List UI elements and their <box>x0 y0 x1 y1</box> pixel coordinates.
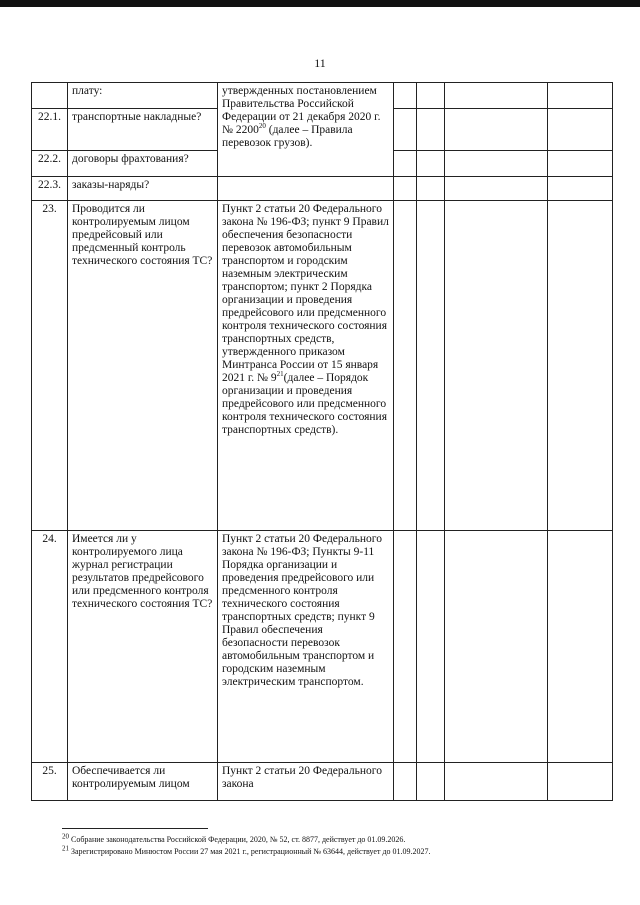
answer-yes-cell <box>394 83 417 109</box>
basis-cell: Пункт 2 статьи 20 Федерального закона № 196-ФЗ; Пункты 9-11 Порядка организации и проведения предрейсового или предсменного контроля технического состояния транспортных средств; пункт 9 Правил обеспечения безопасности перевозок автомобильным транспортом и городским наземным электрическим транспортом. <box>218 531 394 763</box>
footnote: $^{20}$ Собрание законодательства Российской Федерации, 2020, № 52, ст. 8877, действует до 01.09.2026. <box>62 832 406 844</box>
row-number: 25. <box>32 763 68 801</box>
note-cell <box>548 763 613 801</box>
row-number: 24. <box>32 531 68 763</box>
answer-na-cell <box>445 531 548 763</box>
table-row <box>32 83 613 109</box>
question-cell: транспортные накладные? <box>68 109 218 151</box>
page-number: 11 <box>314 56 326 70</box>
table-row <box>32 763 613 801</box>
answer-yes-cell <box>394 151 417 177</box>
answer-no-cell <box>417 109 445 151</box>
table-row <box>32 201 613 531</box>
basis-cell: Пункт 2 статьи 20 Федерального закона <box>218 763 394 801</box>
basis-cell: утвержденных постановлением Правительства Российской Федерации от 21 декабря 2020 г. № 2200$^{20}$ (далее – Правила перевозок грузов). <box>218 83 394 177</box>
answer-no-cell <box>417 177 445 201</box>
footnotes <box>62 834 622 858</box>
answer-na-cell <box>445 201 548 531</box>
basis-cell: Пункт 2 статьи 20 Федерального закона № 196-ФЗ; пункт 9 Правил обеспечения безопасности перевозок автомобильным транспортом и городским наземным электрическим транспортом; пункт 2 Порядка организации и проведения предрейсового или предсменного контроля технического состояния транспортных средств, утвержденного приказом Минтранса России от 15 января 2021 г. № $9^{21}(далее$ – Порядок организации и проведения предрейсового или предсменного контроля технического состояния транспортных средств). <box>218 201 394 531</box>
footnote: $^{21}$ Зарегистрировано Минюстом России 27 мая 2021 г., регистрационный № 63644, действует до 01.09.2027. <box>62 844 431 856</box>
note-cell <box>548 151 613 177</box>
answer-na-cell <box>445 109 548 151</box>
table-row <box>32 531 613 763</box>
answer-no-cell <box>417 763 445 801</box>
row-number: 22.2. <box>32 151 68 177</box>
answer-no-cell <box>417 201 445 531</box>
question-cell: Проводится ли контролируемым лицом предрейсовый или предсменный контроль технического состояния ТС? <box>68 201 218 531</box>
answer-yes-cell <box>394 201 417 531</box>
row-number: 23. <box>32 201 68 531</box>
question-cell: договоры фрахтования? <box>68 151 218 177</box>
row-number: 22.1. <box>32 109 68 151</box>
note-cell <box>548 83 613 109</box>
answer-na-cell <box>445 83 548 109</box>
note-cell <box>548 201 613 531</box>
answer-yes-cell <box>394 531 417 763</box>
question-cell: заказы-наряды? <box>68 177 218 201</box>
row-number <box>32 83 68 109</box>
basis-cell <box>218 177 394 201</box>
note-cell <box>548 531 613 763</box>
answer-yes-cell <box>394 109 417 151</box>
answer-no-cell <box>417 151 445 177</box>
table-row <box>32 177 613 201</box>
answer-yes-cell <box>394 763 417 801</box>
answer-yes-cell <box>394 177 417 201</box>
note-cell <box>548 177 613 201</box>
answer-na-cell <box>445 763 548 801</box>
question-cell: плату: <box>68 83 218 109</box>
answer-no-cell <box>417 531 445 763</box>
checklist-table <box>31 82 613 801</box>
answer-na-cell <box>445 177 548 201</box>
question-cell: Обеспечивается ли контролируемым лицом <box>68 763 218 801</box>
footnote-divider <box>62 828 208 829</box>
answer-no-cell <box>417 83 445 109</box>
row-number: 22.3. <box>32 177 68 201</box>
note-cell <box>548 109 613 151</box>
answer-na-cell <box>445 151 548 177</box>
question-cell: Имеется ли у контролируемого лица журнал регистрации результатов предрейсового или предсменного контроля технического состояния ТС? <box>68 531 218 763</box>
top-edge-bar <box>0 0 640 7</box>
